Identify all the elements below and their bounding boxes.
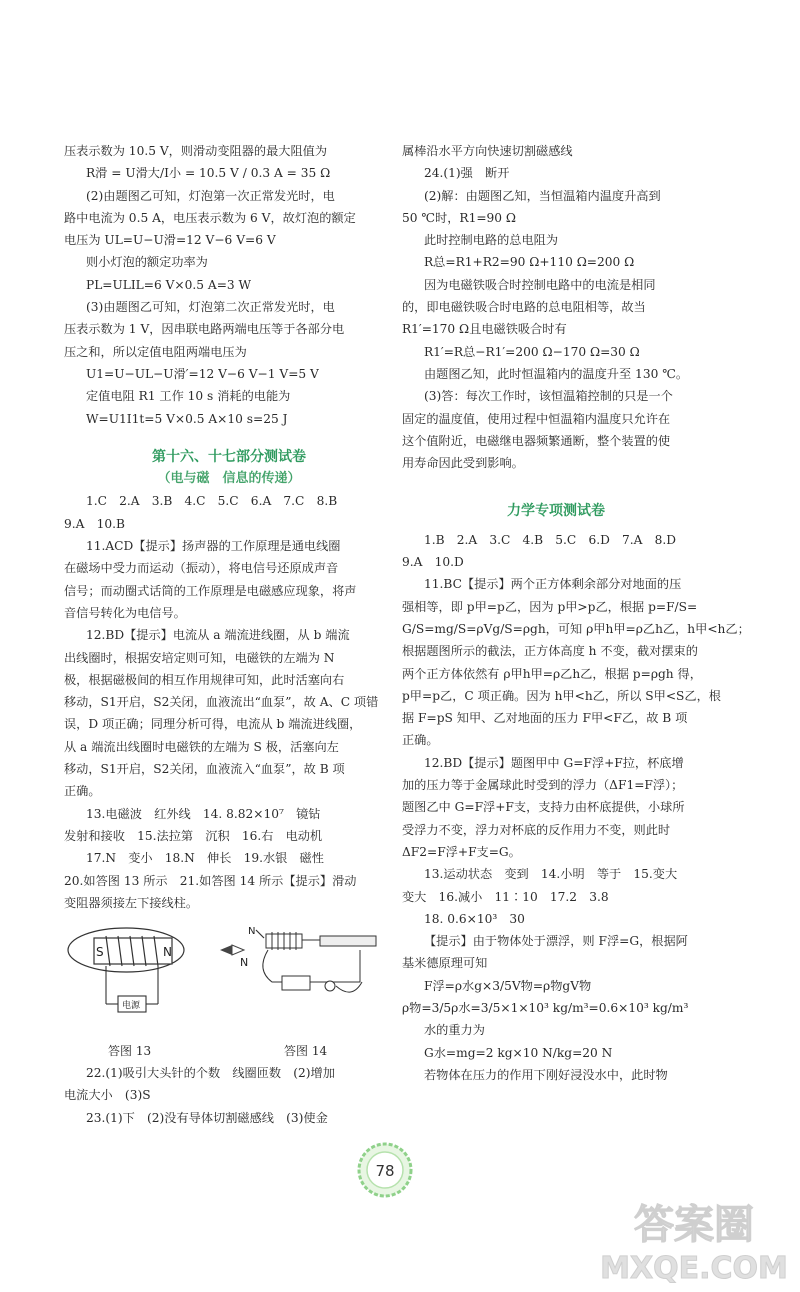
formula-line: R1′=R总−R1′=200 Ω−170 Ω=30 Ω: [424, 344, 640, 359]
section-title: 力学专项测试卷: [507, 503, 605, 520]
answer-line: 20.如答图 13 所示 21.如答图 14 所示【提示】滑动: [64, 873, 357, 888]
answer-figures: [64, 914, 394, 1062]
answer-line: 水的重力为: [424, 1023, 485, 1038]
figure-14-caption: 答图 14: [284, 1044, 328, 1059]
answer-line: 22.(1)吸引大头针的个数 线圈匝数 (2)增加: [86, 1066, 335, 1081]
formula-line: ρ物=3/5ρ水=3/5×1×10³ kg/m³=0.6×10³ kg/m³: [402, 1000, 689, 1015]
answer-line: 【提示】由于物体处于漂浮，则 F浮=G，根据阿: [424, 934, 688, 949]
answer-line: 在磁场中受力而运动（振动），将电信号还原成声音: [64, 561, 339, 576]
text-line: 这个值附近，电磁继电器频繁通断，整个装置的使: [402, 433, 671, 448]
answer-line: 变大 16.减小 11∶10 17.2 3.8: [402, 889, 609, 904]
text-line: 路中电流为 0.5 A，电压表示数为 6 V，故灯泡的额定: [64, 210, 356, 225]
answer-line: 从 a 端流出线圈时电磁铁的左端为 S 极，活塞向左: [64, 739, 339, 754]
answer-line: 加的压力等于金属球此时受到的浮力（ΔF1=F浮）；: [402, 778, 684, 793]
answer-line: 12.BD【提示】题图甲中 G=F浮+F拉，杯底增: [424, 755, 684, 770]
right-column: [402, 140, 750, 1086]
answer-line: 信号；而动圈式话筒的工作原理是电磁感应现象，将声: [64, 583, 357, 598]
answer-line: 出线圈时，根据安培定则可知，电磁铁的左端为 N: [64, 650, 335, 665]
answer-line: 移动，S1开启，S2关闭，血液流入“血泵”，故 B 项: [64, 762, 345, 777]
watermark-bottom: MXQE.COM: [600, 1251, 788, 1286]
text-line: 压表示数为 1 V，因串联电路两端电压等于各部分电: [64, 322, 345, 337]
text-line: 50 ℃时，R1=90 Ω: [402, 210, 517, 225]
text-line: 24.(1)强 断开: [424, 166, 510, 181]
answer-line: 误，D 项正确；同理分析可得，电流从 b 端流进线圈，: [64, 717, 362, 732]
figure-13-diagram: [66, 924, 216, 1032]
text-line: 则小灯泡的额定功率为: [86, 255, 208, 270]
watermark-logo: [596, 1196, 792, 1286]
answer-line: 11.ACD【提示】扬声器的工作原理是通电线圈: [86, 539, 341, 554]
text-line: (3)答：每次工作时，该恒温箱控制的只是一个: [424, 389, 673, 404]
answer-line: 17.N 变小 18.N 伸长 19.水银 磁性: [86, 851, 324, 866]
text-line: (2)解：由题图乙知，当恒温箱内温度升高到: [424, 188, 661, 203]
answer-line: 23.(1)下 (2)没有导体切割磁感线 (3)使金: [86, 1110, 328, 1125]
compass-n-label: N: [240, 956, 249, 970]
text-line: 电压为 UL=U−U滑=12 V−6 V=6 V: [64, 233, 276, 248]
formula-line: F浮=ρ水g×3/5V物=ρ物gV物: [424, 978, 592, 993]
formula-line: R总=R1+R2=90 Ω+110 Ω=200 Ω: [424, 255, 635, 270]
answer-line: 9.A 10.B: [64, 516, 125, 531]
power-label: 电源: [122, 1001, 141, 1012]
answer-line: 若物体在压力的作用下刚好浸没水中，此时物: [424, 1067, 668, 1082]
answer-line: 据 F=pS 知甲、乙对地面的压力 F甲<F乙，故 B 项: [402, 711, 688, 726]
text-line: 此时控制电路的总电阻为: [424, 233, 559, 248]
answer-line: 正确。: [64, 784, 101, 799]
answer-line: 1.B 2.A 3.C 4.B 5.C 6.D 7.A 8.D: [424, 532, 677, 547]
text-line: 压之和，所以定值电阻两端电压为: [64, 344, 247, 359]
answer-line: p甲=p乙，C 项正确。因为 h甲<h乙，所以 S甲<S乙，根: [402, 688, 721, 703]
section-title: 第十六、十七部分测试卷: [152, 448, 306, 465]
answer-line: 18. 0.6×10³ 30: [424, 911, 525, 926]
answer-line: 发射和接收 15.法拉第 沉积 16.右 电动机: [64, 828, 323, 843]
answer-line: ΔF2=F浮+F支=G。: [402, 844, 521, 859]
needle-n-label: N: [248, 926, 256, 938]
answer-line: 1.C 2.A 3.B 4.C 5.C 6.A 7.C 8.B: [86, 494, 338, 509]
answer-line: 9.A 10.D: [402, 555, 464, 570]
text-line: 因为电磁铁吸合时控制电路中的电流是相同: [424, 277, 656, 292]
pole-s-label: S: [96, 945, 104, 960]
text-line: (3)由题图乙可知，灯泡第二次正常发光时，电: [86, 300, 335, 315]
section-subtitle: （电与磁 信息的传递）: [157, 471, 301, 487]
text-line: (2)由题图乙可知，灯泡第一次正常发光时，电: [86, 188, 335, 203]
page-number: 78: [375, 1162, 395, 1180]
watermark-top: 答案圈: [634, 1202, 754, 1248]
text-line: 的，即电磁铁吸合时电路的总电阻相等，故当: [402, 300, 646, 315]
answer-line: 11.BC【提示】两个正方体剩余部分对地面的压: [424, 577, 682, 592]
text-line: 定值电阻 R1 工作 10 s 消耗的电能为: [86, 389, 291, 404]
text-line: 由题图乙知，此时恒温箱内的温度升至 130 ℃。: [424, 366, 689, 381]
answer-line: 正确。: [402, 733, 439, 748]
text-line: 压表示数为 10.5 V，则滑动变阻器的最大阻值为: [64, 144, 328, 158]
answer-line: 12.BD【提示】电流从 a 端流进线圈，从 b 端流: [86, 628, 350, 643]
text-line: 属棒沿水平方向快速切割磁感线: [402, 144, 573, 158]
answer-line: 电流大小 (3)S: [64, 1088, 151, 1103]
formula-line: U1=U−UL−U滑′=12 V−6 V−1 V=5 V: [86, 366, 319, 381]
answer-line: 强相等，即 p甲=p乙，因为 p甲>p乙，根据 p=F/S=: [402, 599, 698, 614]
pole-n-label: N: [163, 945, 172, 960]
answer-line: 音信号转化为电信号。: [64, 605, 186, 620]
page-number-badge: [356, 1141, 414, 1199]
answer-line: 根据题图所示的截法，正方体高度 h 不变，截对摆束的: [402, 644, 698, 659]
text-line: 用寿命因此受到影响。: [402, 456, 524, 471]
formula-line: W=U1I1t=5 V×0.5 A×10 s=25 J: [86, 411, 288, 426]
answer-line: 受浮力不变，浮力对杯底的反作用力不变，则此时: [402, 822, 671, 837]
text-line: 固定的温度值，使用过程中恒温箱内温度只允许在: [402, 411, 671, 426]
formula-line: G水=mg=2 kg×10 N/kg=20 N: [424, 1045, 613, 1060]
answer-line: 移动，S1开启，S2关闭，血液流出“血泵”，故 A、C 项错: [64, 695, 379, 710]
answer-line: 题图乙中 G=F浮+F支，支持力由杯底提供，小球所: [402, 800, 685, 815]
answer-line: 基米德原理可知: [402, 956, 488, 971]
formula-line: R滑 = U滑大/I小 = 10.5 V / 0.3 A = 35 Ω: [86, 166, 331, 181]
left-column: [64, 140, 394, 1129]
answer-line: 13.电磁波 红外线 14. 8.82×10⁷ 镜钻: [86, 806, 321, 821]
text-line: R1′=170 Ω且电磁铁吸合时有: [402, 322, 567, 337]
answer-line: 变阻器须接左下接线柱。: [64, 895, 199, 910]
figure-14-diagram: [242, 920, 392, 1020]
answer-line: 两个正方体依然有 ρ甲h甲=ρ乙h乙，根据 p=ρgh 得，: [402, 666, 702, 681]
answer-line: 极，根据磁极间的相互作用规律可知，此时活塞向右: [64, 672, 345, 687]
formula-line: PL=ULIL=6 V×0.5 A=3 W: [86, 277, 252, 292]
answer-line: 13.运动状态 变到 14.小明 等于 15.变大: [424, 867, 678, 882]
figure-13-caption: 答图 13: [108, 1044, 152, 1059]
answer-line: G/S=mg/S=ρVg/S=ρgh，可知 ρ甲h甲=ρ乙h乙，h甲<h乙；: [402, 621, 750, 636]
